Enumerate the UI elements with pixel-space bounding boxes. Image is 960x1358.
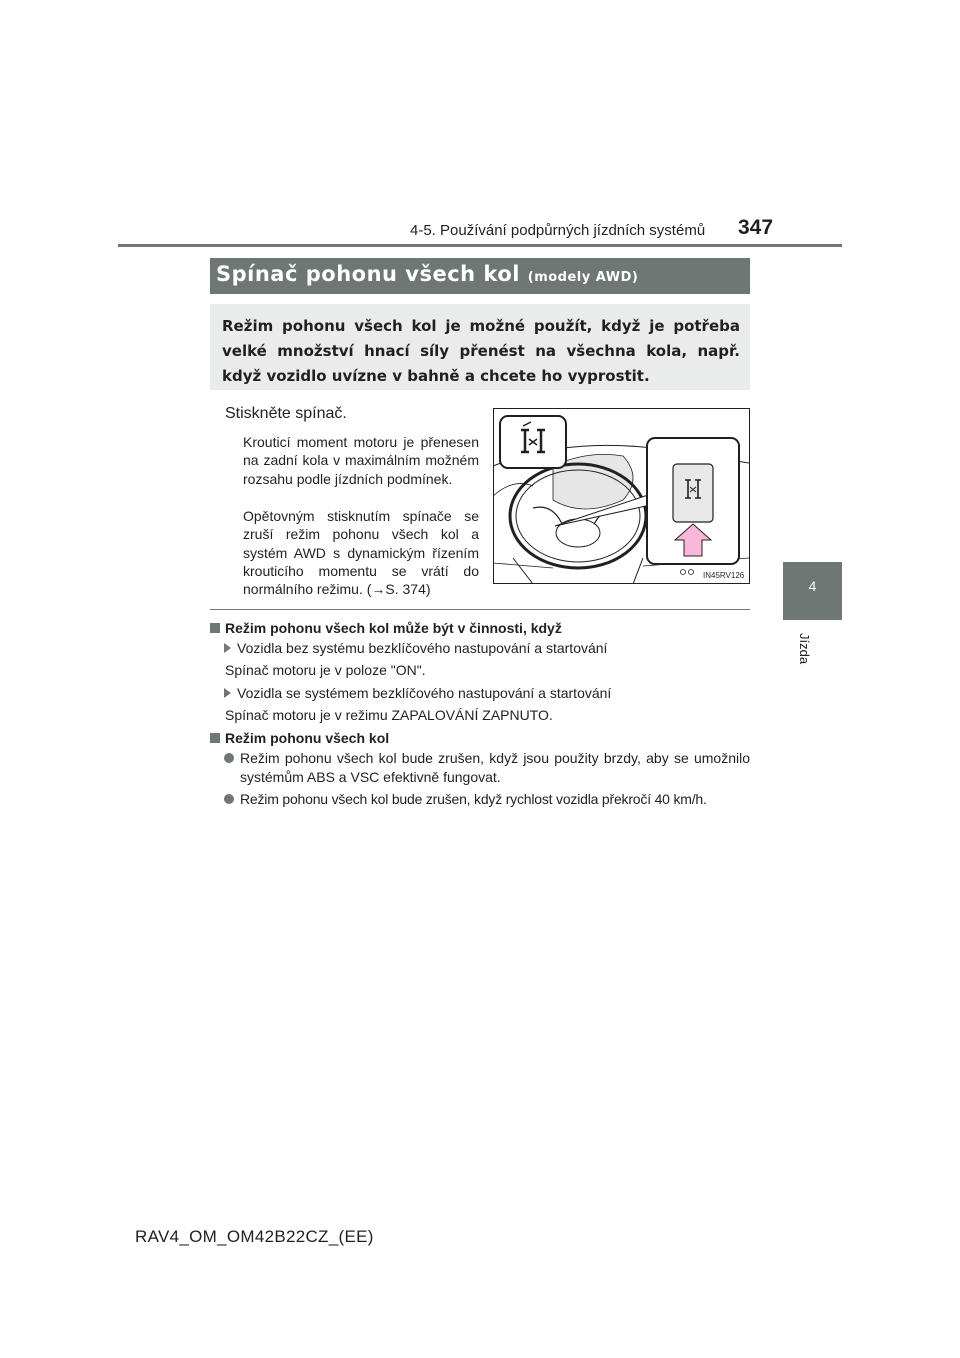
step-description-1: Krouticí moment motoru je přenesen na zadní kola v maximálním možném rozsahu podle jízdních podmínek. — [243, 434, 479, 487]
chapter-tab-label: Jízda — [797, 633, 812, 665]
note-s2-bullet-2 — [224, 790, 754, 809]
note-s1-text-2: Spínač motoru je v režimu ZAPALOVÁNÍ ZAPNUTO. — [225, 707, 553, 723]
circle-bullet-icon — [224, 794, 234, 804]
triangle-bullet-icon — [224, 643, 231, 653]
note-s1-item-1 — [224, 639, 607, 658]
dashboard-illustration — [493, 408, 750, 584]
section-divider — [210, 609, 750, 610]
note-s1-item-2-text: Vozidla se systémem bezklíčového nastupování a startování — [237, 685, 612, 701]
heading-subtitle: (modely AWD) — [527, 270, 639, 285]
page-number: 347 — [738, 216, 774, 239]
note-s1-item-1-text: Vozidla bez systému bezklíčového nastupování a startování — [237, 640, 608, 656]
chapter-tab-label-wrap — [794, 633, 814, 673]
step-instruction: Stiskněte spínač. — [225, 405, 347, 422]
step-description-2 — [243, 507, 479, 598]
note-section-2-title — [210, 729, 389, 748]
circle-bullet-icon — [224, 753, 234, 763]
note-s2-bullet-1-text: Režim pohonu všech kol bude zrušen, když jsou použity brzdy, aby se umožnilo systémům ABS a VSC efektivně fungovat. — [240, 750, 750, 785]
dashboard-illustration-svg — [493, 408, 750, 584]
note-s1-item-2 — [224, 684, 611, 703]
note-s2-bullet-2-text: Režim pohonu všech kol bude zrušen, když rychlost vozidla překročí 40 km/h. — [240, 791, 707, 807]
note-section-2-title-text: Režim pohonu všech kol — [225, 730, 390, 746]
step-description-2-text: Opětovným stisknutím spínače se zruší režim pohonu všech kol a systém AWD s dynamickým řízením krouticího momentu se vrátí do normálního režimu. ( — [243, 508, 479, 598]
note-s1-text-1: Spínač motoru je v poloze "ON". — [225, 662, 426, 678]
square-bullet-icon — [210, 623, 220, 633]
square-bullet-icon — [210, 733, 220, 743]
figure-code: IN45RV126 — [703, 571, 745, 580]
page-reference: S. 374) — [385, 581, 431, 598]
note-section-1-title-text: Režim pohonu všech kol může být v činnosti, když — [225, 620, 562, 636]
note-s2-bullet-1 — [224, 749, 750, 787]
triangle-bullet-icon — [224, 688, 231, 698]
chapter-tab-number: 4 — [808, 578, 817, 594]
document-code: RAV4_OM_OM42B22CZ_(EE) — [135, 1227, 374, 1246]
note-section-1-title — [210, 619, 562, 638]
section-title: 4-5. Používání podpůrných jízdních systémů — [410, 222, 706, 239]
page-reference-arrow: → — [371, 581, 386, 598]
header-rule — [118, 244, 842, 247]
heading-title: Spínač pohonu všech kol — [216, 262, 520, 286]
intro-text: Režim pohonu všech kol je možné použít, když je potřeba velké množství hnací síly přenést na všechna kola, např. když vozidlo uvízne v bahně a chcete ho vyprostit. — [222, 317, 740, 385]
page-heading — [216, 262, 638, 286]
